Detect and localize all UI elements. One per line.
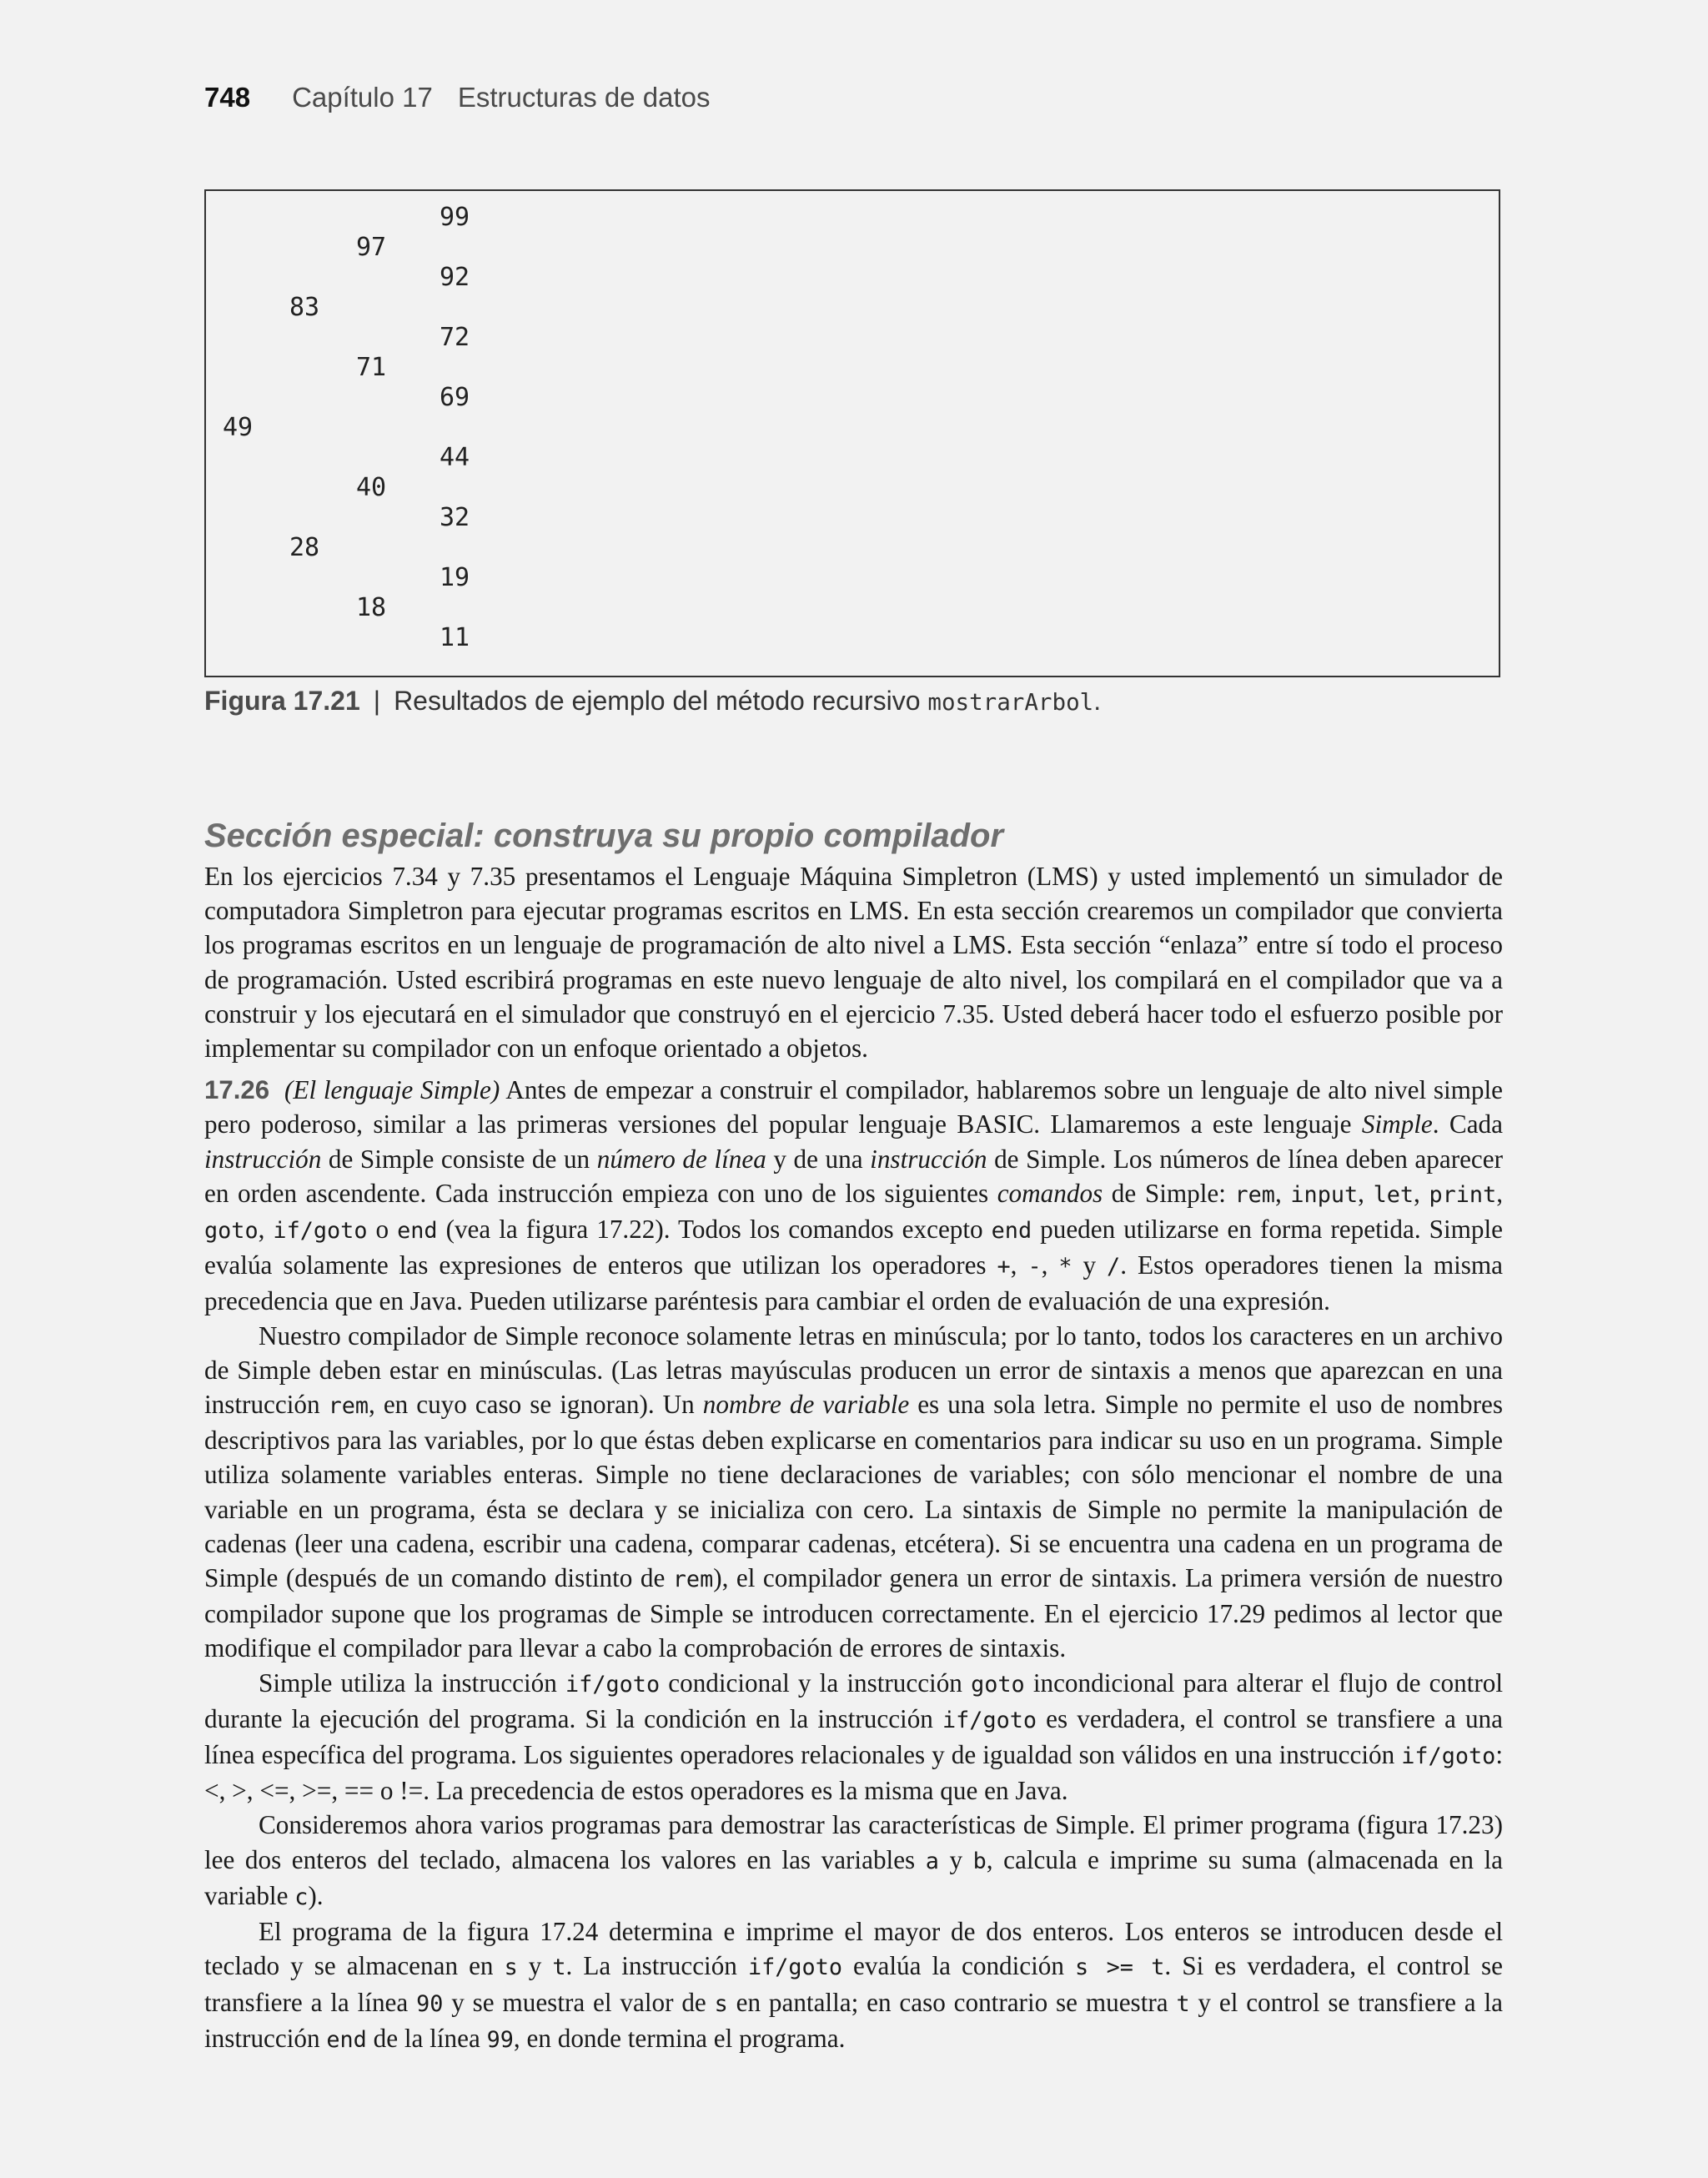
tree-node: 69 xyxy=(440,383,470,412)
text: , xyxy=(1274,1178,1291,1208)
text: , xyxy=(258,1215,274,1245)
code-end: end xyxy=(397,1218,438,1245)
tree-node: 19 xyxy=(440,563,470,592)
tree-node: 49 xyxy=(223,413,254,442)
chapter-label: Capítulo 17 xyxy=(292,82,433,113)
caption-code: mostrarArbol xyxy=(927,689,1094,716)
tree-node: 44 xyxy=(440,443,470,472)
code-condition: s >= t xyxy=(1075,1954,1165,1981)
text: de la línea xyxy=(366,2023,487,2053)
body-text xyxy=(204,859,1503,2057)
caption-divider: | xyxy=(373,686,381,716)
text: : xyxy=(1495,1740,1503,1770)
code-var: t xyxy=(552,1954,566,1981)
code-ifgoto: if/goto xyxy=(747,1954,843,1981)
tree-output-box xyxy=(204,189,1500,677)
tree-node: 18 xyxy=(356,593,387,622)
text: incondicional para alterar el flujo de control durante la ejecución del programa. Si la condición en la instrucción xyxy=(204,1667,1503,1733)
code-op: * xyxy=(1058,1254,1073,1280)
exercise-number: 17.26 xyxy=(204,1075,270,1105)
text: . Si es verdadera, el control se transfiere a la línea xyxy=(204,1951,1503,2017)
text: y xyxy=(517,1951,553,1981)
text: . Cada xyxy=(1432,1109,1503,1139)
text: de Simple consiste de un xyxy=(321,1144,597,1174)
code-end: end xyxy=(326,2026,367,2053)
emphasis: instrucción xyxy=(870,1144,987,1174)
code-ifgoto: if/goto xyxy=(1401,1743,1496,1770)
text: , calcula e imprime su suma (almacenada en la variable xyxy=(204,1844,1503,1910)
code-op: - xyxy=(1027,1254,1042,1280)
code-line-number: 90 xyxy=(416,1990,444,2017)
text: en pantalla; en caso contrario se muestra xyxy=(727,1987,1177,2017)
tree-node: 71 xyxy=(356,353,387,382)
text: y de una xyxy=(766,1144,871,1174)
code-rem: rem xyxy=(1234,1181,1275,1208)
text: Simple utiliza la instrucción xyxy=(259,1667,566,1698)
text: . Estos operadores tienen la misma precedencia que en Java. Pueden utilizarse paréntesis para cambiar el orden de evaluación de una expresión. xyxy=(204,1250,1504,1316)
page-number: 748 xyxy=(204,82,251,113)
code-var: c xyxy=(294,1884,309,1910)
text: El programa de la figura 17.24 determina e imprime el mayor de dos enteros. Los enteros se introducen desde el teclado y se almacenan en xyxy=(204,1917,1503,1981)
text: condicional y la instrucción xyxy=(660,1667,972,1698)
exercise-paragraph-1 xyxy=(204,1073,1503,1318)
text: evalúa la condición xyxy=(842,1951,1076,1981)
code-ifgoto: if/goto xyxy=(942,1707,1037,1733)
section-title: Sección especial: construya su propio compilador xyxy=(204,817,1004,854)
text: Nuestro compilador de Simple reconoce solamente letras en minúscula; por lo tanto, todos los caracteres en un archivo de Simple deben estar en minúsculas. (Las letras mayúsculas producen un error de sintaxis a menos que aparezcan en una instrucción xyxy=(204,1320,1503,1420)
code-end: end xyxy=(991,1218,1032,1245)
tree-node: 11 xyxy=(440,623,470,652)
section-intro: En los ejercicios 7.34 y 7.35 presentamos el Lenguaje Máquina Simpletron (LMS) y usted implementó un simulador de computadora Simpletron para ejecutar programas escritos en LMS. En esta sección crearemos un compilador que convierta los programas escritos en un lenguaje de programación de alto nivel a LMS. Esta sección “enlaza” entre sí todo el proceso de programación. Usted escribirá programas en este nuevo lenguaje de alto nivel, los compilará en el compilador que va a construir y los ejecutará en el simulador que construyó en el ejercicio 7.35. Usted deberá hacer todo el esfuerzo posible por implementar su compilador con un enfoque orientado a objetos. xyxy=(204,862,1503,1064)
code-print: print xyxy=(1429,1181,1497,1208)
tree-node: 72 xyxy=(440,323,470,352)
text: o xyxy=(367,1215,398,1245)
text: , xyxy=(1358,1178,1374,1208)
exercise-paragraph-2 xyxy=(204,1319,1503,1666)
text: , xyxy=(1414,1178,1429,1208)
text: , xyxy=(1041,1250,1059,1280)
text: es verdadera, el control se transfiere a una línea específica del programa. Los siguientes operadores relacionales y de igualdad son válidos en una instrucción xyxy=(204,1703,1503,1770)
emphasis: instrucción xyxy=(204,1144,322,1174)
chapter-title: Estructuras de datos xyxy=(457,82,711,113)
text: . La instrucción xyxy=(565,1951,748,1981)
text: ). xyxy=(308,1880,324,1910)
code-var: b xyxy=(972,1848,987,1874)
code-var: a xyxy=(925,1848,939,1874)
tree-node: 83 xyxy=(289,293,320,322)
figure-label: Figura 17.21 xyxy=(204,686,360,716)
figure-caption xyxy=(204,686,1101,717)
code-rem: rem xyxy=(672,1567,714,1593)
code-line-number: 99 xyxy=(486,2026,514,2053)
tree-node: 92 xyxy=(440,263,470,292)
code-op: + xyxy=(997,1254,1011,1280)
text: , xyxy=(1010,1250,1028,1280)
code-op: / xyxy=(1107,1254,1121,1280)
text: Antes de empezar a construir el compilador, hablaremos sobre un lenguaje de alto nivel simple pero poderoso, similar a las primeras versiones del popular lenguaje BASIC. Llamaremos a este lenguaje xyxy=(204,1075,1504,1139)
tree-node: 99 xyxy=(440,203,470,232)
text: Consideremos ahora varios programas para demostrar las características de Simple. El primer programa (figura 17.23) lee dos enteros del teclado, almacena los valores en las variables xyxy=(204,1810,1503,1874)
code-input: input xyxy=(1290,1181,1359,1208)
text: (vea la figura 17.22). Todos los comandos excepto xyxy=(437,1215,992,1245)
code-ifgoto: if/goto xyxy=(565,1671,661,1698)
exercise-paragraph-5 xyxy=(204,1914,1503,2057)
text: . La precedencia de estos operadores es la misma que en Java. xyxy=(423,1776,1068,1806)
relational-operators: <, >, <=, >=, == o != xyxy=(204,1776,424,1806)
text: pueden utilizarse en forma repetida. Simple evalúa solamente las expresiones de enteros que utilizan los operadores xyxy=(204,1215,1504,1280)
code-let: let xyxy=(1373,1181,1414,1208)
caption-text: Resultados de ejemplo del método recursivo xyxy=(394,686,928,716)
text: , en cuyo caso se ignoran). Un xyxy=(369,1390,703,1420)
exercise-paragraph-4 xyxy=(204,1808,1503,1914)
tree-node: 97 xyxy=(356,233,387,262)
tree-node: 32 xyxy=(440,503,470,532)
text: ), el compilador genera un error de sintaxis. La primera versión de nuestro compilador supone que los programas de Simple se introducen correctamente. En el ejercicio 17.29 pedimos al lector que modifique el compilador para llevar a cabo la comprobación de errores de sintaxis. xyxy=(204,1563,1503,1663)
code-rem: rem xyxy=(328,1393,369,1420)
text: y xyxy=(1072,1250,1108,1280)
text: , en donde termina el programa. xyxy=(513,2023,846,2053)
text: y xyxy=(938,1844,973,1874)
text: , xyxy=(1496,1178,1504,1208)
code-var: s xyxy=(714,1990,728,2017)
emphasis: número de línea xyxy=(596,1144,766,1174)
exercise-paragraph-3 xyxy=(204,1666,1503,1808)
running-header xyxy=(204,82,711,113)
emphasis: nombre de variable xyxy=(702,1390,910,1420)
code-goto: goto xyxy=(971,1671,1025,1698)
caption-end: . xyxy=(1093,686,1102,716)
text: de Simple. Los números de línea deben aparecer en orden ascendente. Cada instrucción empieza con uno de los siguientes xyxy=(204,1144,1504,1208)
exercise-title: (El lenguaje Simple) xyxy=(284,1075,500,1105)
text: y se muestra el valor de xyxy=(443,1987,715,2017)
tree-node: 28 xyxy=(289,533,320,562)
text: y el control se transfiere a la instrucción xyxy=(204,1987,1503,2053)
emphasis: Simple xyxy=(1361,1109,1433,1139)
emphasis: comandos xyxy=(997,1178,1103,1208)
text: es una sola letra. Simple no permite el uso de nombres descriptivos para las variables, por lo que éstas deben explicarse en comentarios para indicar su uso en un programa. Simple utiliza solamente variables enteras. Simple no tiene declaraciones de variables; con sólo mencionar el nombre de una variable en un programa, ésta se declara y se inicializa con cero. La sintaxis de Simple no permite la manipulación de cadenas (leer una cadena, escribir una cadena, comparar cadenas, etcétera). Si se encuentra una cadena en un programa de Simple (después de un comando distinto de xyxy=(204,1390,1503,1593)
tree-node: 40 xyxy=(356,473,387,502)
code-ifgoto: if/goto xyxy=(273,1218,368,1245)
code-var: t xyxy=(1176,1990,1190,2017)
text: de Simple: xyxy=(1103,1178,1235,1208)
code-goto: goto xyxy=(204,1218,259,1245)
code-var: s xyxy=(504,1954,518,1981)
